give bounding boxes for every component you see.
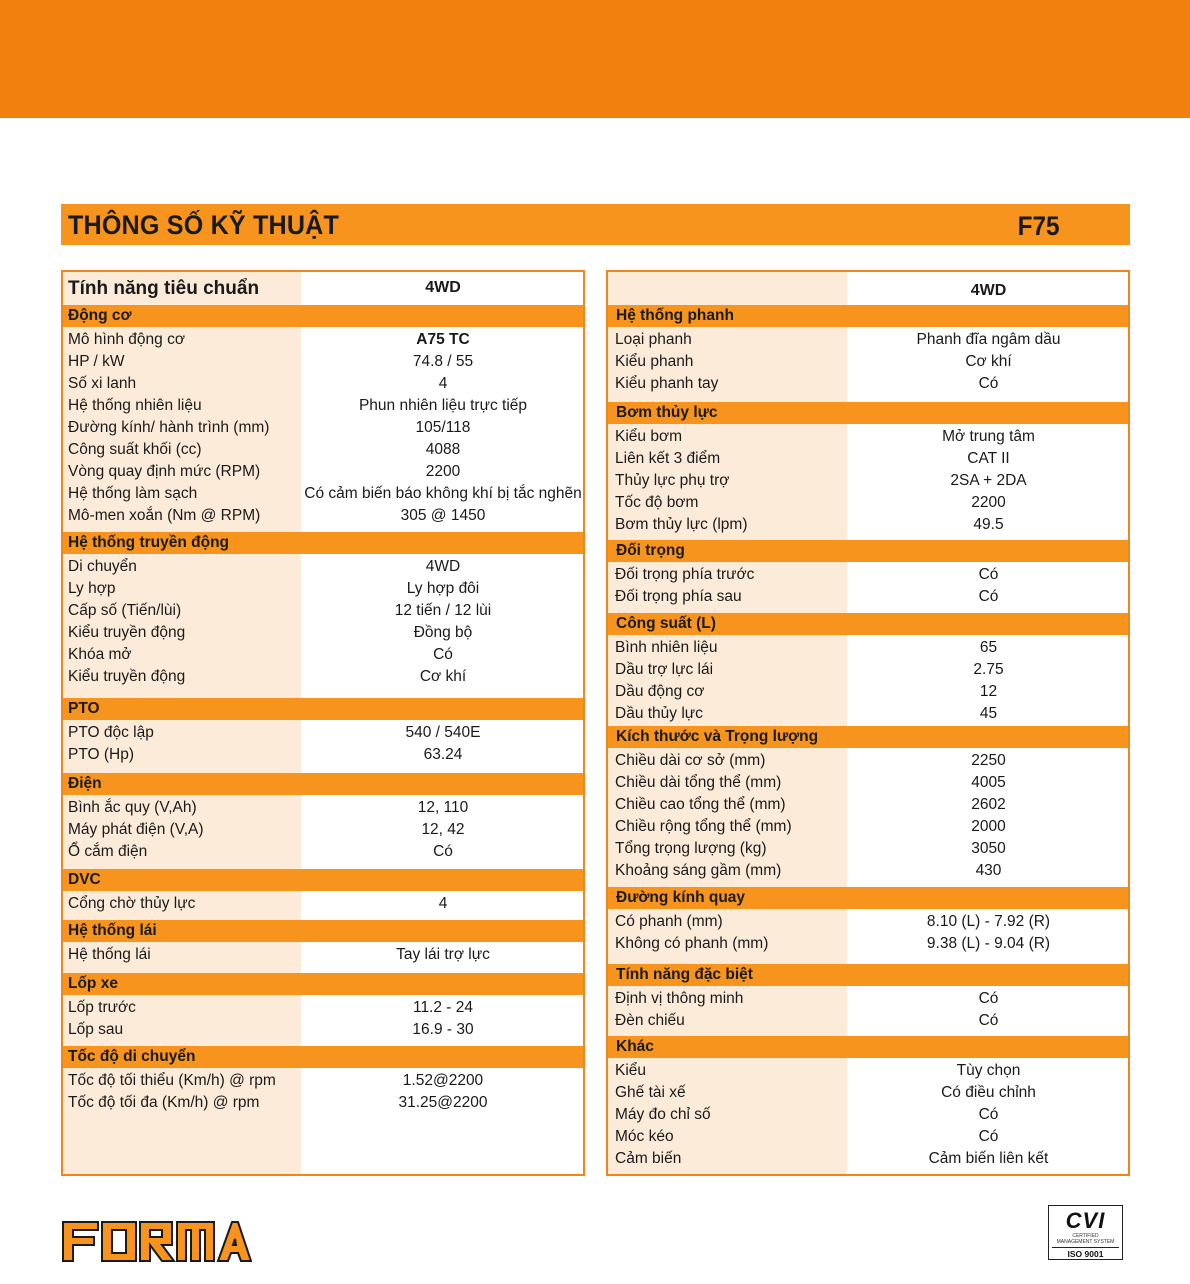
spec-value: Phun nhiên liệu trực tiếp	[358, 397, 528, 414]
spec-value: 12, 42	[421, 821, 465, 838]
spec-label: Kiểu phanh	[615, 353, 694, 370]
spec-label: Định vị thông minh	[615, 990, 744, 1007]
spec-label: Khóa mở	[68, 646, 132, 663]
spec-label: Bình nhiên liệu	[615, 639, 718, 656]
section-title: Động cơ	[68, 307, 132, 324]
page-title: THÔNG SỐ KỸ THUẬT	[68, 210, 340, 240]
section-title: Đối trọng	[616, 542, 685, 559]
spec-label: Đối trọng phía sau	[615, 588, 742, 605]
section-header	[63, 1046, 583, 1068]
spec-label: Kiểu truyền động	[68, 668, 186, 685]
spec-value: Cảm biến liên kết	[928, 1150, 1049, 1167]
table-header	[608, 272, 1128, 304]
spec-value: Cơ khí	[965, 353, 1012, 370]
cvi-mark: CVI	[1065, 1208, 1106, 1233]
spec-value: 4	[438, 375, 448, 392]
spec-label: Số xi lanh	[68, 375, 137, 392]
spec-value: Có	[433, 843, 453, 860]
spec-value: 2.75	[973, 661, 1004, 678]
section-title: Lốp xe	[68, 975, 118, 992]
spec-label: Bơm thủy lực (lpm)	[615, 516, 748, 533]
section-header	[608, 726, 1128, 748]
section-title: Bơm thủy lực	[616, 404, 718, 421]
spec-label: Chiều cao tổng thể (mm)	[615, 796, 786, 813]
section-title: Hệ thống lái	[68, 922, 157, 939]
spec-value: Có	[978, 1128, 999, 1145]
spec-label: Chiều dài cơ sở (mm)	[615, 752, 766, 769]
section-header	[608, 964, 1128, 986]
top-orange-band	[0, 0, 1190, 118]
iso-certification-badge	[1048, 1205, 1123, 1260]
spec-label: Chiều dài tổng thể (mm)	[615, 774, 782, 791]
spec-value: 11.2 - 24	[412, 999, 474, 1016]
cert-line-2: MANAGEMENT SYSTEM	[1056, 1239, 1115, 1245]
spec-label: Dầu động cơ	[615, 683, 705, 700]
spec-label: Kiểu	[615, 1062, 647, 1079]
spec-value: 4088	[425, 441, 461, 458]
spec-label: Đường kính/ hành trình (mm)	[68, 419, 270, 436]
spec-value: Cơ khí	[419, 668, 467, 685]
spec-label: Móc kéo	[615, 1128, 674, 1145]
spec-value: 12 tiến / 12 lùi	[394, 602, 492, 619]
spec-label: Ly hợp	[68, 580, 116, 597]
spec-label: Dầu thủy lực	[615, 705, 703, 722]
spec-value: 305 @ 1450	[400, 507, 486, 524]
spec-value: 74.8 / 55	[412, 353, 474, 370]
section-title: Tính năng đặc biệt	[616, 966, 753, 983]
section-title: Hệ thống truyền động	[68, 534, 230, 551]
spec-label: Cấp số (Tiến/lùi)	[68, 602, 182, 619]
spec-label: Tốc độ tối thiểu (Km/h) @ rpm	[68, 1072, 276, 1089]
table-header-label: Tính năng tiêu chuẩn	[68, 278, 260, 299]
section-header	[608, 1036, 1128, 1058]
spec-value: 49.5	[973, 516, 1004, 533]
spec-label: Tốc độ bơm	[615, 494, 699, 511]
section-title: Điện	[68, 775, 102, 792]
spec-value: 2250	[971, 752, 1006, 769]
table-header	[63, 272, 583, 304]
section-header	[63, 869, 583, 891]
section-title: Khác	[616, 1038, 654, 1055]
spec-value: Phanh đĩa ngâm dầu	[916, 331, 1061, 348]
spec-value: 2200	[425, 463, 461, 480]
spec-label: Bình ắc quy (V,Ah)	[68, 799, 197, 816]
spec-label: Cảm biến	[615, 1150, 682, 1167]
spec-value: 105/118	[415, 419, 471, 436]
spec-value: 45	[979, 705, 998, 722]
spec-label: Máy đo chỉ số	[615, 1106, 711, 1123]
spec-label: Khoảng sáng gầm (mm)	[615, 862, 782, 879]
section-header	[63, 920, 583, 942]
section-title: Kích thước và Trọng lượng	[616, 728, 819, 745]
spec-label: Không có phanh (mm)	[615, 935, 769, 952]
spec-value: 1.52@2200	[402, 1072, 484, 1089]
spec-label: Đèn chiếu	[615, 1012, 685, 1029]
spec-label: PTO độc lập	[68, 724, 154, 741]
spec-label: Kiểu phanh tay	[615, 375, 719, 392]
spec-value: 8.10 (L) - 7.92 (R)	[926, 913, 1051, 930]
spec-label: Dầu trợ lực lái	[615, 661, 714, 678]
cert-line-1: CERTIFIED	[1072, 1233, 1099, 1239]
section-header	[608, 540, 1128, 562]
spec-label: Kiểu bơm	[615, 428, 683, 445]
spec-label: Tốc độ tối đa (Km/h) @ rpm	[68, 1094, 260, 1111]
section-header	[63, 698, 583, 720]
spec-value: Có	[978, 375, 999, 392]
spec-label: Kiểu truyền động	[68, 624, 186, 641]
spec-label: Công suất khối (cc)	[68, 441, 202, 458]
spec-value: 2SA + 2DA	[950, 472, 1027, 489]
model-name: F75	[1018, 211, 1060, 241]
spec-label: Cổng chờ thủy lực	[68, 895, 196, 912]
spec-value: 540 / 540E	[405, 724, 481, 741]
spec-label: Mô hình động cơ	[68, 331, 186, 348]
spec-value: Có	[978, 990, 999, 1007]
section-title: Hệ thống phanh	[616, 307, 734, 324]
table-header-value: 4WD	[425, 279, 461, 296]
spec-label: Hệ thống lái	[68, 946, 151, 963]
spec-value: 9.38 (L) - 9.04 (R)	[926, 935, 1051, 952]
spec-value: 3050	[971, 840, 1006, 857]
spec-value: 2000	[971, 818, 1006, 835]
spec-label: Hệ thống làm sạch	[68, 485, 198, 502]
spec-value: Đồng bộ	[413, 624, 473, 641]
section-title: Tốc độ di chuyển	[68, 1048, 196, 1065]
spec-label: Vòng quay định mức (RPM)	[68, 463, 261, 480]
spec-label: Tổng trọng lượng (kg)	[615, 840, 767, 857]
spec-value: 2200	[971, 494, 1006, 511]
spec-value: Mở trung tâm	[942, 428, 1035, 445]
section-header	[63, 532, 583, 554]
spec-value: Có	[433, 646, 453, 663]
spec-value: 12, 110	[417, 799, 469, 816]
spec-label: Di chuyển	[68, 558, 137, 575]
cert-standard: ISO 9001	[1052, 1247, 1119, 1259]
spec-label: Lốp trước	[68, 999, 136, 1016]
spec-label: PTO (Hp)	[68, 746, 135, 763]
section-header	[608, 402, 1128, 424]
spec-label: Hệ thống nhiên liệu	[68, 397, 202, 414]
spec-value: 65	[979, 639, 998, 656]
spec-label: Ghế tài xế	[615, 1084, 686, 1101]
table-header-value: 4WD	[970, 282, 1007, 299]
spec-table-right	[606, 270, 1130, 1176]
spec-value: 2602	[971, 796, 1006, 813]
spec-value: Có	[978, 588, 999, 605]
spec-value: 12	[979, 683, 998, 700]
spec-label: Ổ cắm điện	[68, 843, 148, 860]
spec-value: 4	[438, 895, 448, 912]
spec-value: 4005	[971, 774, 1006, 791]
spec-label: Liên kết 3 điểm	[615, 450, 721, 467]
spec-label: Chiều rộng tổng thể (mm)	[615, 818, 792, 835]
spec-value: Tùy chọn	[956, 1062, 1021, 1079]
spec-label: Lốp sau	[68, 1021, 124, 1038]
spec-label: Mô-men xoắn (Nm @ RPM)	[68, 507, 261, 524]
spec-label: Loại phanh	[615, 331, 692, 348]
spec-value: 63.24	[423, 746, 463, 763]
section-title: Công suất (L)	[616, 615, 716, 632]
spec-label: HP / kW	[68, 353, 125, 370]
spec-value: Ly hợp đôi	[406, 580, 480, 597]
spec-value: Có điều chỉnh	[941, 1084, 1036, 1101]
spec-label: Đối trọng phía trước	[615, 566, 755, 583]
section-header	[608, 613, 1128, 635]
spec-value: 4WD	[425, 558, 461, 575]
section-header	[63, 973, 583, 995]
spec-value: Có cảm biến báo không khí bị tắc nghẽn	[304, 485, 582, 502]
spec-value: 31.25@2200	[398, 1094, 488, 1111]
section-title: Đường kính quay	[616, 889, 746, 906]
spec-value: 430	[975, 862, 1002, 879]
spec-value: CAT II	[967, 450, 1010, 467]
section-title: DVC	[68, 871, 101, 888]
spec-value: Tay lái trợ lực	[396, 946, 490, 963]
section-header	[63, 773, 583, 795]
forma-logo	[60, 1218, 252, 1264]
spec-value: 16.9 - 30	[412, 1021, 474, 1038]
spec-value: Có	[978, 1106, 999, 1123]
section-title: PTO	[68, 700, 100, 717]
spec-value: Có	[978, 1012, 999, 1029]
spec-label: Thủy lực phụ trợ	[615, 472, 730, 489]
spec-table-left	[61, 270, 585, 1176]
section-header	[608, 887, 1128, 909]
section-header	[63, 305, 583, 327]
spec-value: A75 TC	[416, 331, 470, 348]
section-header	[608, 305, 1128, 327]
spec-value: Có	[978, 566, 999, 583]
spec-label: Máy phát điện (V,A)	[68, 821, 204, 838]
spec-label: Có phanh (mm)	[615, 913, 723, 930]
title-bar	[61, 204, 1130, 245]
